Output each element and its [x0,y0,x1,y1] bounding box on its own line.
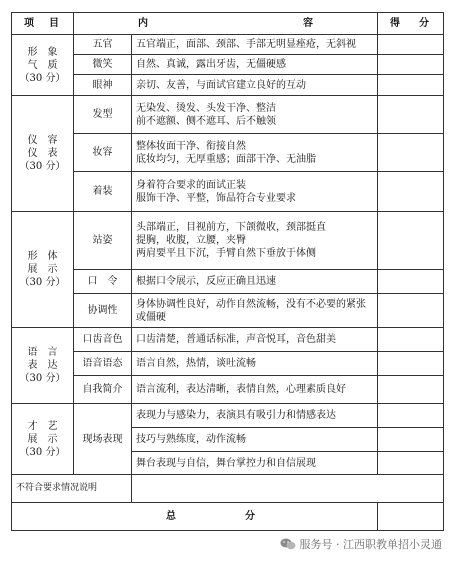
score-cell[interactable] [378,294,444,328]
sub-item-label [74,294,132,328]
score-cell[interactable] [378,212,444,270]
category-posture [12,212,74,328]
table-row [12,352,444,376]
sub-item-label [74,376,132,404]
table-row [12,328,444,352]
total-row [12,503,444,531]
scoring-table [11,12,444,531]
table-row [12,134,444,172]
nonconforming-text: 不符合要求情况说明 [16,483,98,493]
criteria-description [132,404,378,428]
category-line: （30 分） [19,446,66,458]
category-grooming [12,96,74,212]
header-item: 项 目 [12,13,74,35]
table-row [12,55,444,75]
criteria-description [132,96,378,134]
criteria-description [132,452,378,475]
category-line: 形 体 [27,251,58,262]
category-line: 展 示 [27,264,58,275]
criteria-line: 无染发、烫发、头发干净、整洁 [136,102,276,114]
criteria-description [132,134,378,172]
criteria-description [132,328,378,352]
category-line: 语 言 [27,347,58,358]
criteria-line: 头部端正，目视前方，下颌微收，颈部挺直 [136,222,326,233]
criteria-description [132,75,378,96]
criteria-line: 自然、真诚，露出牙齿，无僵硬感 [136,59,286,70]
criteria-description [132,172,378,212]
criteria-line: 语言自然，热情，谈吐流畅 [136,358,256,369]
criteria-line: 五官端正，面部、颈部、手部无明显痤疮，无斜视 [136,39,356,50]
total-label [12,503,378,531]
nonconforming-label [12,475,132,503]
score-cell[interactable] [378,35,444,55]
category-line: 表 达 [27,360,58,371]
criteria-description [132,428,378,452]
category-line: 才 艺 [27,420,58,432]
criteria-line: 服饰干净、平整，饰品符合专业要求 [136,192,296,204]
criteria-description [132,352,378,376]
sub-item-label [74,172,132,212]
criteria-line: 整体妆面干净、衔接自然 [136,140,246,152]
criteria-line: 表现力与感染力，表演具有吸引力和情感表达 [136,410,336,421]
table-row [12,404,444,428]
criteria-line: 身体协调性良好，动作自然流畅，没有不必要的紧张或僵硬 [136,298,366,323]
total-char: 总 [166,511,176,522]
criteria-line: 技巧与熟练度，动作流畅 [136,434,246,445]
header-score: 得 分 [378,13,444,35]
score-cell[interactable] [378,75,444,96]
score-cell[interactable] [378,376,444,404]
header-content: 内 容 [74,13,378,35]
score-cell[interactable] [378,328,444,352]
score-cell[interactable] [378,55,444,75]
criteria-description [132,376,378,404]
sub-item-label [74,270,132,294]
category-line: （30 分） [19,161,66,172]
sub-item-label [74,35,132,55]
category-line: （30 分） [19,72,66,84]
table-row [12,294,444,328]
category-appearance [12,35,74,96]
header-row [12,13,444,35]
watermark [276,534,447,554]
sub-item-label [74,75,132,96]
score-cell[interactable] [378,404,444,428]
criteria-line: 底妆均匀，无厚重感；面部干净、无油脂 [136,153,316,165]
table-row [12,35,444,55]
sub-item-label [74,328,132,352]
sub-item-label [74,134,132,172]
criteria-line: 两肩要平且下沉，手臂自然下垂放于体侧 [136,248,316,259]
score-cell[interactable] [378,270,444,294]
category-line: 展 示 [27,433,58,445]
sub-item-text: 口齿音色 [82,334,123,345]
nonconforming-notes[interactable] [132,475,444,503]
sub-item-text: 妆容 [92,147,113,158]
criteria-description [132,212,378,270]
wechat-icon [280,538,296,550]
nonconforming-row [12,475,444,503]
category-talent [12,404,74,475]
total-label-text [16,510,373,523]
criteria-line: 口齿清楚，普通话标准，声音悦耳，音色甜美 [136,334,336,345]
category-speech [12,328,74,404]
table-row [12,96,444,134]
table-row [12,270,444,294]
criteria-description [132,35,378,55]
sub-item-label [74,96,132,134]
criteria-line: 前不遮额、侧不遮耳、后不触领 [136,115,276,127]
criteria-description [132,55,378,75]
score-cell[interactable] [378,452,444,475]
table-row [12,75,444,96]
sub-item-text: 现场表现 [82,433,123,445]
watermark-text: 服务号 · 江西职教单招小灵通 [299,538,442,551]
sub-item-text: 发型 [92,109,113,120]
total-score-cell[interactable] [378,503,444,531]
criteria-line: 根据口令展示，反应正确且迅速 [136,276,276,287]
score-cell[interactable] [378,352,444,376]
category-line: （30 分） [19,277,66,288]
sub-item-label [74,212,132,270]
score-cell[interactable] [378,134,444,172]
criteria-line: 舞台表现与自信，舞台掌控力和自信展现 [136,457,316,469]
sub-item-text: 自我简介 [82,384,123,395]
criteria-line: 身着符合要求的面试正装 [136,179,246,191]
table-row [12,376,444,404]
category-line: 气 质 [27,59,58,71]
sub-item-text: 语音语态 [82,358,123,369]
sub-item-text: 眼神 [92,79,113,91]
table-row [12,212,444,270]
sub-item-text: 着装 [92,186,113,197]
category-line: 形 象 [27,46,58,58]
sub-item-label [74,404,132,475]
score-cell[interactable] [378,172,444,212]
criteria-line: 提胸，收腹，立腰，夹臀 [136,235,246,246]
sub-item-text: 五官 [92,39,113,50]
table-row [12,172,444,212]
sub-item-text: 口 令 [87,276,118,287]
sub-item-text: 协调性 [87,305,118,316]
sub-item-text: 站姿 [92,235,113,246]
category-line: 仪 表 [27,148,58,159]
category-line: 仪 容 [27,135,58,146]
criteria-description [132,294,378,328]
score-cell[interactable] [378,428,444,452]
sub-item-text: 微笑 [92,59,113,70]
sub-item-label [74,55,132,75]
criteria-line: 亲切、友善，与面试官建立良好的互动 [136,79,306,91]
score-cell[interactable] [378,96,444,134]
criteria-line: 语言流利，表达清晰，表情自然，心理素质良好 [136,384,346,395]
criteria-description [132,270,378,294]
total-char: 分 [245,511,255,522]
sub-item-label [74,352,132,376]
category-line: （30 分） [19,373,66,384]
